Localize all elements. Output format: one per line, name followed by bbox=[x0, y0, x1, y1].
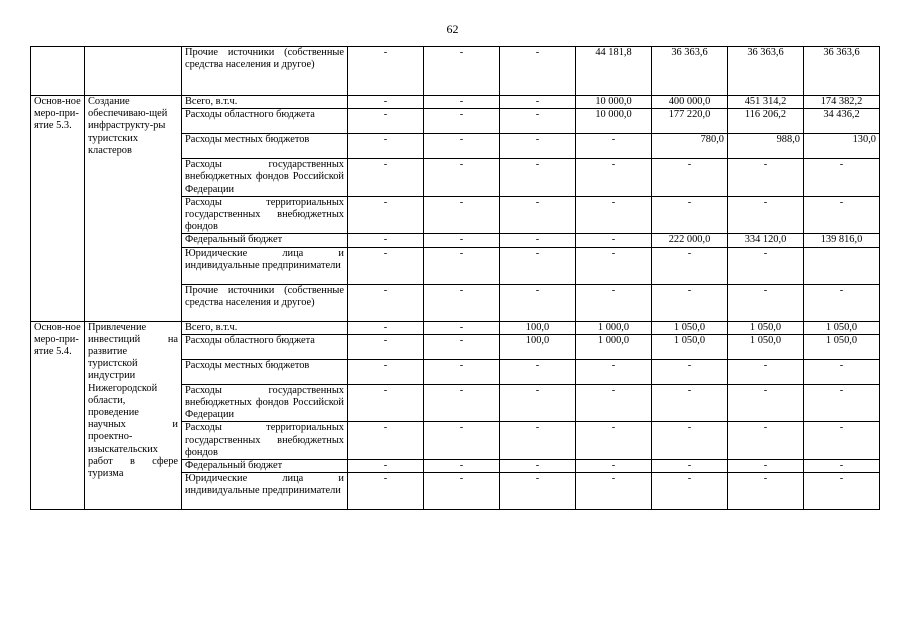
value-cell: 130,0 bbox=[804, 134, 880, 159]
value-cell: - bbox=[728, 473, 804, 510]
value-cell bbox=[804, 247, 880, 284]
value-cell: 1 000,0 bbox=[576, 334, 652, 359]
value-cell: 36 363,6 bbox=[728, 47, 804, 96]
value-cell: - bbox=[652, 460, 728, 473]
activity-title-cell: Создание обеспечиваю-щей инфраструкту-ры туристских кластеров bbox=[85, 96, 182, 322]
source-cell: Всего, в.т.ч. bbox=[182, 96, 348, 109]
value-cell: - bbox=[728, 422, 804, 460]
value-cell: - bbox=[500, 47, 576, 96]
table-row bbox=[31, 96, 880, 109]
value-cell: - bbox=[348, 473, 424, 510]
value-cell: - bbox=[348, 359, 424, 384]
value-cell: 34 436,2 bbox=[804, 109, 880, 134]
value-cell: - bbox=[576, 159, 652, 197]
value-cell: 334 120,0 bbox=[728, 234, 804, 247]
value-cell: - bbox=[500, 109, 576, 134]
value-cell: 780,0 bbox=[652, 134, 728, 159]
value-cell: - bbox=[348, 247, 424, 284]
value-cell: 10 000,0 bbox=[576, 109, 652, 134]
value-cell: - bbox=[348, 321, 424, 334]
value-cell: - bbox=[424, 47, 500, 96]
value-cell: - bbox=[728, 196, 804, 234]
value-cell: 1 050,0 bbox=[728, 334, 804, 359]
value-cell: - bbox=[652, 284, 728, 321]
value-cell: - bbox=[500, 422, 576, 460]
value-cell: - bbox=[500, 96, 576, 109]
value-cell: - bbox=[652, 359, 728, 384]
value-cell: 1 050,0 bbox=[652, 321, 728, 334]
value-cell: 44 181,8 bbox=[576, 47, 652, 96]
value-cell: - bbox=[424, 234, 500, 247]
value-cell: - bbox=[348, 334, 424, 359]
value-cell: - bbox=[576, 234, 652, 247]
activity-title-cell: Привлечение инвестиций на развитие туристской индустрии Нижегородской области, проведение научных и проектно-изыскательских работ в сфере туризма bbox=[85, 321, 182, 510]
value-cell: - bbox=[576, 247, 652, 284]
activity-name-cell: Основ-ное меро-при-ятие 5.3. bbox=[31, 96, 85, 322]
value-cell: - bbox=[500, 234, 576, 247]
funding-table bbox=[30, 46, 880, 510]
value-cell: 1 050,0 bbox=[804, 321, 880, 334]
value-cell: 222 000,0 bbox=[652, 234, 728, 247]
value-cell: - bbox=[652, 422, 728, 460]
page-number: 62 bbox=[446, 22, 459, 36]
source-cell: Расходы местных бюджетов bbox=[182, 359, 348, 384]
value-cell: 10 000,0 bbox=[576, 96, 652, 109]
value-cell: - bbox=[576, 134, 652, 159]
value-cell: - bbox=[424, 384, 500, 422]
activity-name-cell: Основ-ное меро-при-ятие 5.4. bbox=[31, 321, 85, 510]
value-cell: - bbox=[728, 359, 804, 384]
value-cell: 100,0 bbox=[500, 334, 576, 359]
source-cell: Прочие источники (собственные средства населения и другое) bbox=[182, 47, 348, 96]
value-cell: - bbox=[348, 96, 424, 109]
value-cell: - bbox=[500, 247, 576, 284]
value-cell: - bbox=[728, 460, 804, 473]
value-cell: 400 000,0 bbox=[652, 96, 728, 109]
value-cell: 177 220,0 bbox=[652, 109, 728, 134]
value-cell: 451 314,2 bbox=[728, 96, 804, 109]
value-cell: - bbox=[576, 473, 652, 510]
value-cell: 174 382,2 bbox=[804, 96, 880, 109]
value-cell: - bbox=[576, 284, 652, 321]
value-cell: - bbox=[500, 159, 576, 197]
value-cell: 1 050,0 bbox=[652, 334, 728, 359]
value-cell: - bbox=[728, 247, 804, 284]
value-cell: - bbox=[348, 234, 424, 247]
value-cell: - bbox=[348, 134, 424, 159]
value-cell: - bbox=[348, 284, 424, 321]
value-cell: - bbox=[728, 384, 804, 422]
value-cell: - bbox=[804, 359, 880, 384]
value-cell: - bbox=[424, 460, 500, 473]
value-cell: - bbox=[424, 321, 500, 334]
value-cell: - bbox=[576, 460, 652, 473]
value-cell: - bbox=[804, 473, 880, 510]
source-cell: Федеральный бюджет bbox=[182, 460, 348, 473]
value-cell: - bbox=[576, 196, 652, 234]
value-cell: - bbox=[804, 422, 880, 460]
activity-title-cell bbox=[85, 47, 182, 96]
table-row bbox=[31, 321, 880, 334]
value-cell: - bbox=[500, 134, 576, 159]
source-cell: Расходы местных бюджетов bbox=[182, 134, 348, 159]
value-cell: 36 363,6 bbox=[804, 47, 880, 96]
source-cell: Расходы государственных внебюджетных фондов Российской Федерации bbox=[182, 384, 348, 422]
value-cell: 1 050,0 bbox=[728, 321, 804, 334]
value-cell: - bbox=[804, 159, 880, 197]
value-cell: - bbox=[424, 284, 500, 321]
value-cell: - bbox=[500, 460, 576, 473]
value-cell: - bbox=[576, 359, 652, 384]
value-cell: - bbox=[424, 247, 500, 284]
value-cell: - bbox=[804, 196, 880, 234]
source-cell: Федеральный бюджет bbox=[182, 234, 348, 247]
value-cell: - bbox=[348, 109, 424, 134]
source-cell: Расходы территориальных государственных внебюджетных фондов bbox=[182, 422, 348, 460]
value-cell: - bbox=[348, 196, 424, 234]
value-cell: 139 816,0 bbox=[804, 234, 880, 247]
value-cell: - bbox=[348, 422, 424, 460]
value-cell: 100,0 bbox=[500, 321, 576, 334]
value-cell: 36 363,6 bbox=[652, 47, 728, 96]
value-cell: - bbox=[500, 284, 576, 321]
value-cell: - bbox=[500, 359, 576, 384]
value-cell: - bbox=[424, 473, 500, 510]
value-cell: - bbox=[424, 196, 500, 234]
value-cell: 1 050,0 bbox=[804, 334, 880, 359]
value-cell: 988,0 bbox=[728, 134, 804, 159]
value-cell: - bbox=[500, 196, 576, 234]
value-cell: - bbox=[348, 159, 424, 197]
value-cell: - bbox=[576, 384, 652, 422]
value-cell: - bbox=[652, 473, 728, 510]
value-cell: - bbox=[424, 96, 500, 109]
value-cell: - bbox=[348, 384, 424, 422]
value-cell: - bbox=[500, 384, 576, 422]
activity-name-cell bbox=[31, 47, 85, 96]
source-cell: Расходы областного бюджета bbox=[182, 109, 348, 134]
value-cell: - bbox=[424, 334, 500, 359]
value-cell: - bbox=[424, 134, 500, 159]
value-cell: 116 206,2 bbox=[728, 109, 804, 134]
value-cell: - bbox=[728, 284, 804, 321]
value-cell: - bbox=[424, 159, 500, 197]
value-cell: - bbox=[652, 384, 728, 422]
source-cell: Всего, в.т.ч. bbox=[182, 321, 348, 334]
value-cell: - bbox=[728, 159, 804, 197]
value-cell: - bbox=[652, 247, 728, 284]
value-cell: - bbox=[804, 384, 880, 422]
source-cell: Юридические лица и индивидуальные предприниматели bbox=[182, 473, 348, 510]
value-cell: - bbox=[804, 284, 880, 321]
source-cell: Расходы территориальных государственных внебюджетных фондов bbox=[182, 196, 348, 234]
source-cell: Юридические лица и индивидуальные предприниматели bbox=[182, 247, 348, 284]
value-cell: - bbox=[652, 196, 728, 234]
value-cell: 1 000,0 bbox=[576, 321, 652, 334]
value-cell: - bbox=[576, 422, 652, 460]
source-cell: Прочие источники (собственные средства населения и другое) bbox=[182, 284, 348, 321]
source-cell: Расходы государственных внебюджетных фондов Российской Федерации bbox=[182, 159, 348, 197]
value-cell: - bbox=[348, 47, 424, 96]
value-cell: - bbox=[804, 460, 880, 473]
table-row bbox=[31, 47, 880, 96]
value-cell: - bbox=[424, 109, 500, 134]
value-cell: - bbox=[500, 473, 576, 510]
value-cell: - bbox=[652, 159, 728, 197]
value-cell: - bbox=[348, 460, 424, 473]
value-cell: - bbox=[424, 422, 500, 460]
value-cell: - bbox=[424, 359, 500, 384]
source-cell: Расходы областного бюджета bbox=[182, 334, 348, 359]
